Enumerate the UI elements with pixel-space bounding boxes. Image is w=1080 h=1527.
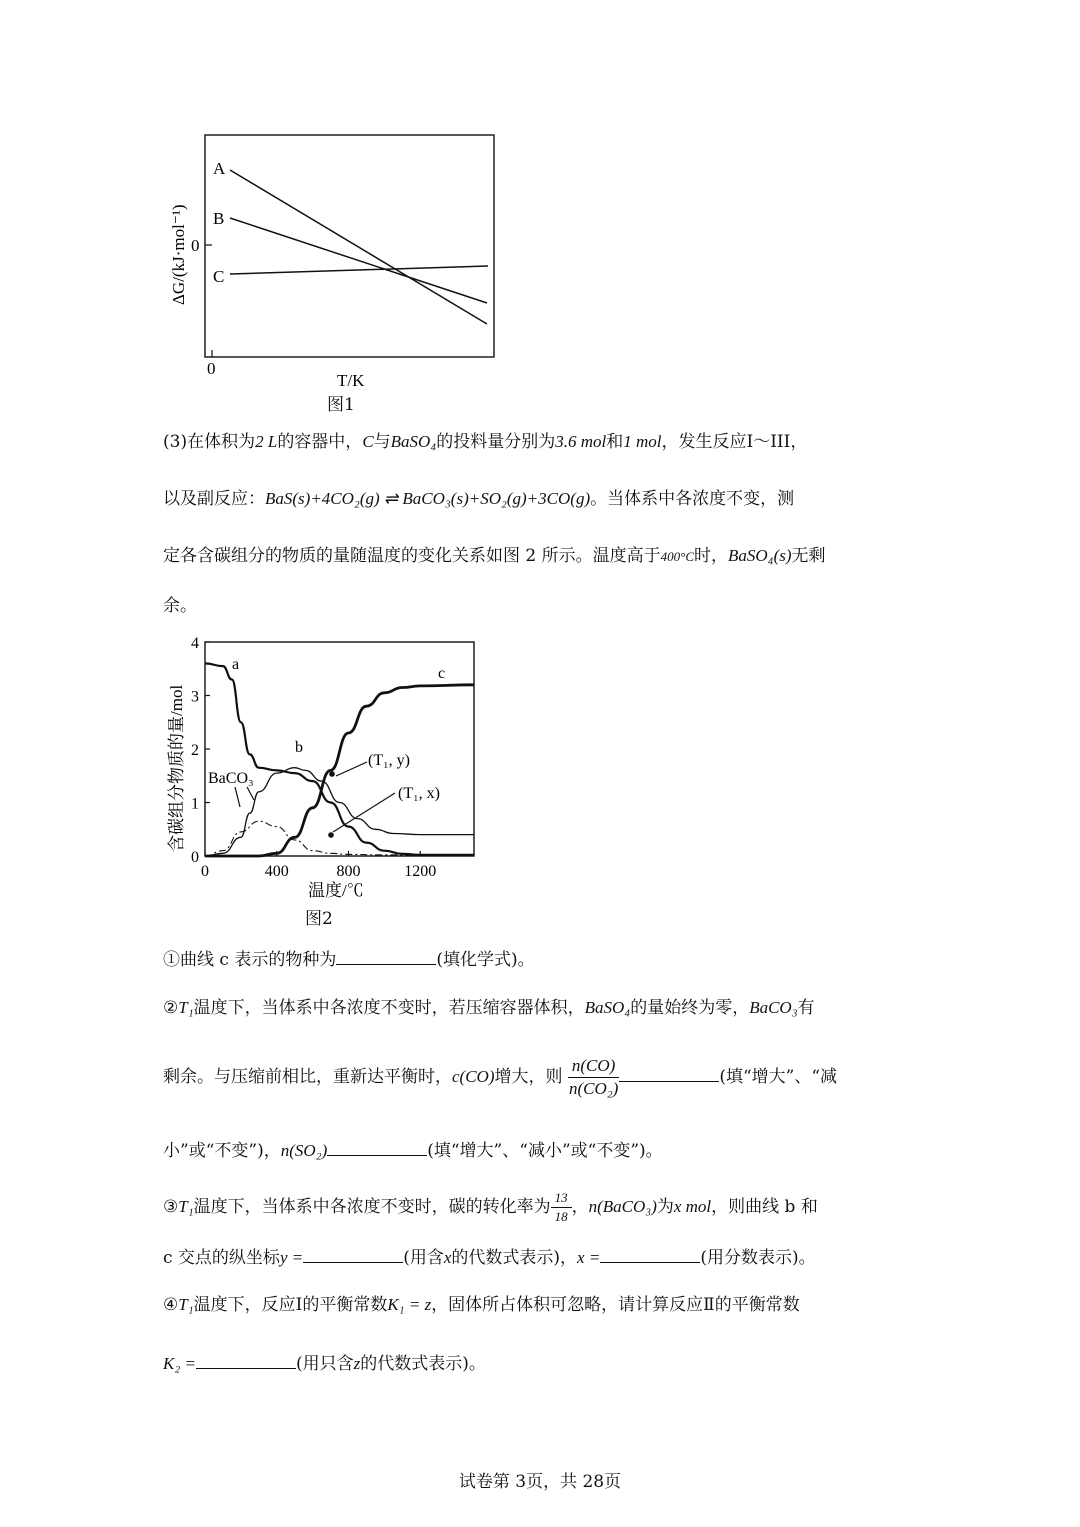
- fig1-line-c: [230, 266, 488, 274]
- fig2-ann-y: (T₁, y): [368, 752, 411, 769]
- answer-blank-4[interactable]: [303, 1244, 403, 1263]
- question-4-line-1: ④T₁温度下，反应Ⅰ的平衡常数K₁ = z，固体所占体积可忽略，请计算反应Ⅱ的平衡常数: [163, 1295, 800, 1315]
- question-2-line-3: 小”或“不变”)，n(SO₂) (填“增大”、“减小”或“不变”)。: [163, 1137, 663, 1163]
- q3-line-3: 定各含碳组分的物质的量随温度的变化关系如图 2 所示。温度高于400°C时，BaSO₄(s)无剩: [163, 546, 826, 566]
- fig2-xtick-label: 0: [201, 863, 209, 880]
- q3-line-2: 以及副反应：BaS(s)+4CO₂(g) ⇌ BaCO₃(s)+SO₂(g)+3CO(g)。当体系中各浓度不变，测: [163, 489, 795, 509]
- fig1-x-zero: 0: [207, 359, 216, 378]
- fig2-ytick-label: 0: [191, 849, 199, 866]
- answer-blank-2[interactable]: [619, 1063, 719, 1082]
- question-2-line-2: 剩余。与压缩前相比，重新达平衡时，c(CO)增大，则 $\frac{n(CO)}{\text{n(CO₂)}}$ (填“增大”、“减: [163, 1056, 838, 1098]
- fig1-xlabel: T/K: [337, 371, 365, 390]
- fig2-label-baco3: BaCO₃: [208, 770, 254, 787]
- question-3-line-1: ③T₁温度下，当体系中各浓度不变时，碳的转化率为 $\frac{13}{18}$ ，n(BaCO₃)为x mol，则曲线 b 和: [163, 1190, 818, 1224]
- page-footer: 试卷第 3页，共 28页: [458, 1472, 622, 1492]
- fig1-ylabel: ΔG/(kJ·mol⁻¹): [169, 204, 188, 305]
- fig2-ytick-label: 4: [191, 635, 199, 652]
- answer-blank-1[interactable]: [336, 946, 436, 965]
- fig2-ann-x: (T₁, x): [398, 785, 441, 802]
- question-2-line-1: ②T₁温度下，当体系中各浓度不变时，若压缩容器体积，BaSO₄的量始终为零，BaCO₃有: [163, 998, 815, 1018]
- fig2-ytick-label: 2: [191, 742, 199, 759]
- fig1-line-a: [230, 170, 487, 324]
- question-1: ①曲线 c 表示的物种为 (填化学式)。: [163, 946, 535, 972]
- fig2-xtick-label: 1200: [404, 863, 437, 880]
- fig2-xlabel: 温度/℃: [308, 881, 364, 900]
- fig2-caption: 图2: [305, 909, 333, 929]
- fig2-label-c: c: [438, 665, 446, 682]
- fig2-ytick-label: 3: [191, 688, 199, 706]
- q3-line-1: (3)在体积为2 L的容器中，C与BaSO₄的投料量分别为3.6 mol和1 mol，发生反应Ⅰ～III，: [163, 432, 808, 452]
- answer-blank-6[interactable]: [196, 1350, 296, 1369]
- fig1-label-b: B: [213, 209, 225, 228]
- fig2-label-a: a: [232, 656, 240, 673]
- fig2-xtick-label: 800: [336, 863, 361, 880]
- fig2-arrow-y: [336, 762, 367, 776]
- figure-1: [160, 125, 520, 415]
- fig2-arrow-x: [333, 793, 395, 832]
- fig1-label-c: C: [213, 267, 225, 286]
- fig2-baco3-arrow-2: [247, 787, 254, 800]
- conversion-fraction: $\frac{13}{18}$: [551, 1189, 572, 1226]
- fig1-y-zero: 0: [191, 236, 200, 255]
- fig2-point-t1y: [329, 771, 335, 777]
- question-4-line-2: K₂ = (用只含z的代数式表示)。: [163, 1350, 486, 1376]
- fig1-label-a: A: [213, 159, 226, 178]
- answer-blank-5[interactable]: [600, 1244, 700, 1263]
- fig2-label-b: b: [295, 739, 303, 756]
- fig1-frame: [205, 135, 494, 357]
- question-3-line-2: c 交点的纵坐标y = (用含x的代数式表示)，x = (用分数表示)。: [163, 1244, 816, 1270]
- fig1-line-b: [230, 218, 487, 303]
- fig1-caption: 图1: [327, 395, 355, 415]
- fig2-xtick-label: 400: [264, 863, 289, 880]
- fig2-baco3-arrow-1: [235, 787, 240, 807]
- fig2-ytick-label: 1: [191, 795, 199, 813]
- answer-blank-3[interactable]: [327, 1137, 427, 1156]
- figure-2: [160, 630, 500, 910]
- q3-line-4: 余。: [163, 596, 197, 616]
- fig2-ylabel: 含碳组分物质的量/mol: [167, 684, 186, 852]
- fig2-point-t1x: [328, 832, 334, 838]
- ratio-fraction: $\frac{n(CO)}{\text{n(CO₂)}}$: [568, 1056, 619, 1098]
